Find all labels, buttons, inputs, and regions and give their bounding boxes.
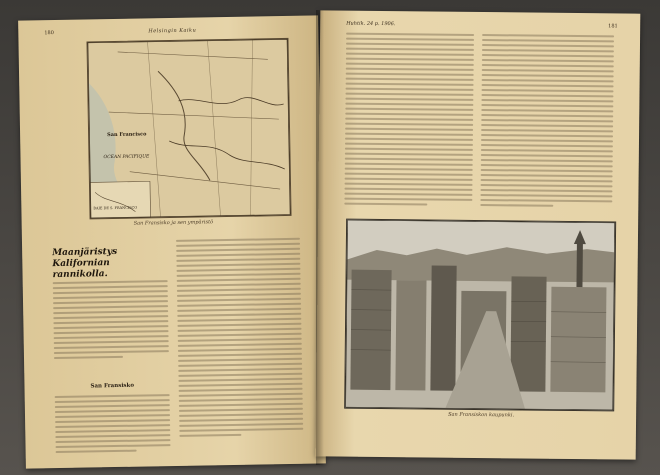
right-column-1-text [344,33,474,209]
photo-caption: San Fransiskon kaupunki. [448,411,515,419]
article-title: Maanjäristys Kalifornian rannikolla. [52,246,118,281]
left-running-head: Helsingin Kaiku [148,27,197,35]
left-column-1-text-2 [55,394,171,456]
book-spine-shadow [316,10,324,465]
map-label-inset: BAIE DE S. FRANCISCO [93,205,138,211]
map-drawing [88,39,291,218]
map-figure [86,38,291,219]
map-label-san-francisco: San Francisco [107,131,147,139]
right-running-head: Huhtik. 24 p. 1906. [346,20,396,28]
right-page-number: 181 [608,23,618,30]
section-heading: San Fransisko [90,382,135,390]
right-column-2-text [480,34,614,210]
map-caption: San Fransisko ja sen ympäristö [133,219,214,227]
right-page [316,10,641,459]
left-page [18,15,326,468]
left-column-1-text [53,280,169,362]
city-photo [344,219,616,412]
map-label-ocean: OCEAN PACIFIQUE [103,154,150,161]
left-column-2-text [176,238,303,440]
city-engraving [345,220,615,411]
left-page-number: 180 [44,30,54,37]
